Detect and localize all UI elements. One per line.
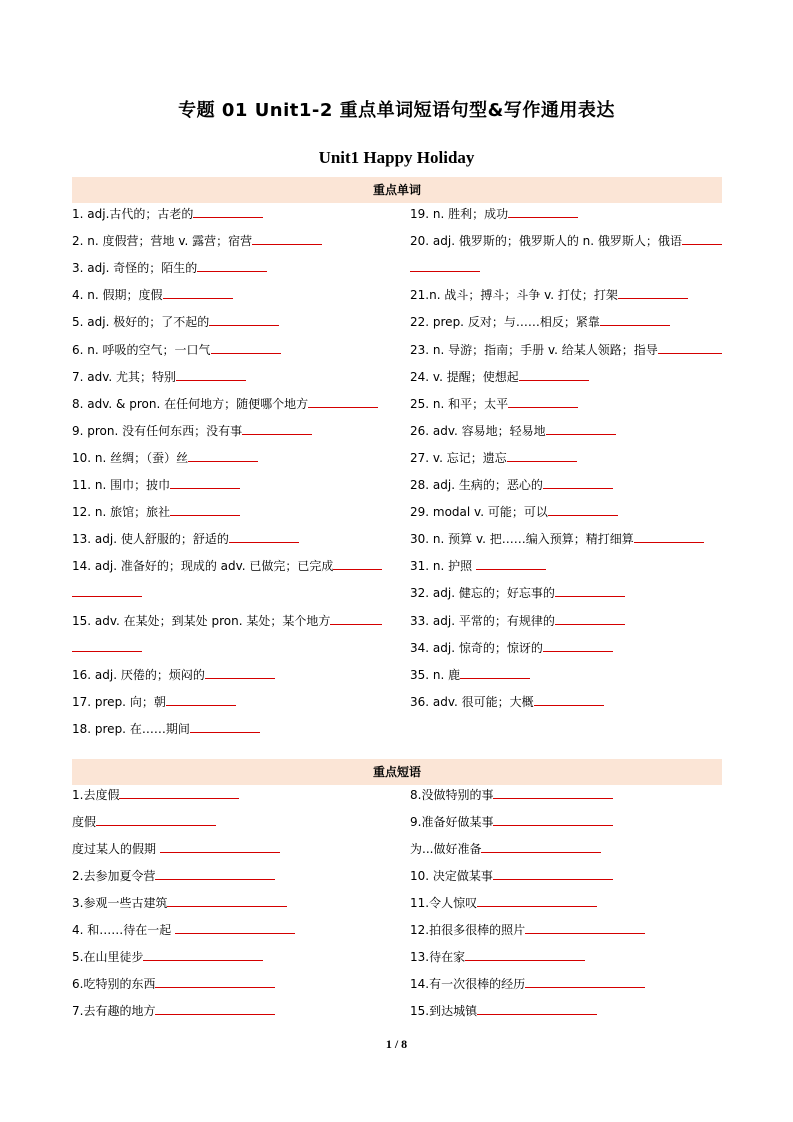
word-item-text: 6. n. 呼吸的空气；一口气 bbox=[72, 342, 211, 357]
word-item-text: 16. adj. 厌倦的；烦闷的 bbox=[72, 667, 205, 682]
word-item-text: 17. prep. 向；朝 bbox=[72, 694, 166, 709]
phrase-item bbox=[72, 813, 216, 831]
answer-blank[interactable] bbox=[658, 341, 722, 354]
page-title: 专题 01 Unit1-2 重点单词短语句型&写作通用表达 bbox=[178, 100, 615, 121]
word-item-text: 3. adj. 奇怪的；陌生的 bbox=[72, 261, 198, 276]
word-item bbox=[410, 503, 618, 521]
phrase-item bbox=[72, 894, 287, 912]
answer-blank[interactable] bbox=[193, 205, 263, 218]
word-item-text: 36. adv. 很可能；大概 bbox=[410, 694, 534, 709]
answer-blank[interactable] bbox=[507, 449, 577, 462]
answer-blank[interactable] bbox=[330, 612, 382, 625]
phrase-item-text: 11.令人惊叹 bbox=[410, 896, 478, 910]
answer-blank[interactable] bbox=[72, 584, 142, 597]
answer-blank[interactable] bbox=[205, 666, 275, 679]
answer-blank[interactable] bbox=[476, 557, 546, 570]
word-item-text: 12. n. 旅馆；旅社 bbox=[72, 505, 171, 520]
word-item-text: 13. adj. 使人舒服的；舒适的 bbox=[72, 532, 229, 547]
word-item-text: 10. n. 丝绸；（蚕）丝 bbox=[72, 450, 189, 465]
word-item bbox=[410, 368, 589, 386]
phrase-item bbox=[410, 948, 585, 966]
answer-blank[interactable] bbox=[143, 948, 263, 961]
word-item bbox=[410, 584, 625, 602]
word-item bbox=[72, 612, 382, 630]
phrase-item-text: 14.有一次很棒的经历 bbox=[410, 977, 526, 991]
word-item-text: 9. pron. 没有任何东西；没有事 bbox=[72, 423, 243, 438]
word-item bbox=[410, 232, 722, 250]
word-item bbox=[410, 286, 688, 304]
answer-blank[interactable] bbox=[96, 813, 216, 826]
phrase-item-text: 9.准备好做某事 bbox=[410, 815, 494, 829]
answer-blank[interactable] bbox=[170, 476, 240, 489]
answer-blank[interactable] bbox=[229, 530, 299, 543]
phrase-item-text: 度过某人的假期 bbox=[72, 842, 160, 856]
word-item bbox=[410, 693, 604, 711]
answer-blank[interactable] bbox=[546, 422, 616, 435]
phrase-item-text: 8.没做特别的事 bbox=[410, 788, 494, 802]
word-item bbox=[410, 530, 704, 548]
word-item bbox=[410, 259, 480, 277]
phrase-item-text: 2.去参加夏令营 bbox=[72, 869, 156, 883]
phrase-item-text: 15.到达城镇 bbox=[410, 1004, 478, 1018]
word-item-text: 7. adv. 尤其；特别 bbox=[72, 369, 177, 384]
answer-blank[interactable] bbox=[119, 786, 239, 799]
phrase-item bbox=[72, 1002, 275, 1020]
phrase-item bbox=[410, 975, 645, 993]
word-item-text: 14. adj. 准备好的；现成的 adv. 已做完；已完成 bbox=[72, 559, 334, 574]
phrases-section-header: 重点短语 bbox=[72, 759, 722, 785]
word-item-text: 34. adj. 惊奇的；惊讶的 bbox=[410, 640, 543, 655]
word-item bbox=[72, 313, 279, 331]
phrase-item-text: 1.去度假 bbox=[72, 788, 120, 802]
word-item bbox=[72, 341, 281, 359]
phrase-item-text: 12.拍很多很棒的照片 bbox=[410, 923, 526, 937]
answer-blank[interactable] bbox=[197, 259, 267, 272]
answer-blank[interactable] bbox=[211, 341, 281, 354]
word-item bbox=[72, 693, 236, 711]
word-item bbox=[72, 503, 240, 521]
word-item bbox=[72, 422, 312, 440]
words-section-header: 重点单词 bbox=[72, 177, 722, 203]
word-item bbox=[410, 612, 625, 630]
phrase-item-text: 6.吃特别的东西 bbox=[72, 977, 156, 991]
phrase-item-text: 5.在山里徒步 bbox=[72, 950, 144, 964]
word-item-text: 25. n. 和平；太平 bbox=[410, 396, 509, 411]
phrase-item bbox=[410, 1002, 597, 1020]
word-item-text: 22. prep. 反对；与……相反；紧靠 bbox=[410, 315, 600, 330]
answer-blank[interactable] bbox=[634, 530, 704, 543]
answer-blank[interactable] bbox=[555, 584, 625, 597]
word-item-text: 23. n. 导游；指南；手册 v. 给某人领路；指导 bbox=[410, 342, 658, 357]
word-item-text: 5. adj. 极好的；了不起的 bbox=[72, 315, 210, 330]
answer-blank[interactable] bbox=[481, 840, 601, 853]
phrase-item bbox=[72, 840, 280, 858]
answer-blank[interactable] bbox=[508, 395, 578, 408]
word-item-text: 28. adj. 生病的；恶心的 bbox=[410, 478, 543, 492]
word-item-text: 24. v. 提醒；使想起 bbox=[410, 369, 519, 384]
phrase-item bbox=[72, 867, 275, 885]
word-item-text: 20. adj. 俄罗斯的；俄罗斯人的 n. 俄罗斯人；俄语 bbox=[410, 234, 682, 249]
phrase-item bbox=[410, 840, 601, 858]
word-item bbox=[410, 341, 722, 359]
word-item bbox=[410, 639, 613, 657]
answer-blank[interactable] bbox=[167, 894, 287, 907]
phrase-item bbox=[410, 786, 613, 804]
word-item bbox=[72, 232, 322, 250]
word-item bbox=[410, 313, 670, 331]
unit-title: Unit1 Happy Holiday bbox=[318, 148, 475, 167]
answer-blank[interactable] bbox=[477, 894, 597, 907]
answer-blank[interactable] bbox=[543, 639, 613, 652]
word-item-text: 15. adv. 在某处；到某处 pron. 某处；某个地方 bbox=[72, 613, 331, 628]
word-item bbox=[72, 584, 142, 602]
word-item bbox=[72, 720, 260, 738]
word-item bbox=[410, 666, 530, 684]
word-item bbox=[72, 530, 299, 548]
answer-blank[interactable] bbox=[163, 286, 233, 299]
word-item-text: 11. n. 围巾；披巾 bbox=[72, 478, 171, 492]
answer-blank[interactable] bbox=[155, 975, 275, 988]
phrase-item-text: 4. 和……待在一起 bbox=[72, 923, 176, 937]
phrase-item bbox=[410, 867, 613, 885]
answer-blank[interactable] bbox=[155, 1002, 275, 1015]
answer-blank[interactable] bbox=[508, 205, 578, 218]
answer-blank[interactable] bbox=[155, 867, 275, 880]
word-item-text: 19. n. 胜利；成功 bbox=[410, 207, 509, 221]
word-item bbox=[72, 205, 263, 223]
word-item-text: 30. n. 预算 v. 把……编入预算；精打细算 bbox=[410, 532, 634, 547]
answer-blank[interactable] bbox=[548, 503, 618, 516]
phrase-item-text: 10. 决定做某事 bbox=[410, 869, 493, 883]
answer-blank[interactable] bbox=[600, 313, 670, 326]
answer-blank[interactable] bbox=[188, 449, 258, 462]
answer-blank[interactable] bbox=[333, 557, 382, 570]
word-item-text: 1. adj.古代的；古老的 bbox=[72, 207, 194, 221]
phrase-item bbox=[72, 921, 295, 939]
word-item bbox=[72, 557, 382, 575]
answer-blank[interactable] bbox=[176, 368, 246, 381]
answer-blank[interactable] bbox=[525, 975, 645, 988]
phrase-item-text: 13.待在家 bbox=[410, 950, 466, 964]
word-item-text: 27. v. 忘记；遗忘 bbox=[410, 450, 507, 465]
answer-blank[interactable] bbox=[170, 503, 240, 516]
word-item bbox=[72, 259, 267, 277]
word-item bbox=[72, 666, 275, 684]
word-item bbox=[72, 476, 240, 494]
word-item-text: 8. adv. & pron. 在任何地方；随便哪个地方 bbox=[72, 396, 309, 411]
word-item bbox=[72, 395, 378, 413]
word-item bbox=[72, 639, 142, 657]
phrase-item bbox=[410, 921, 645, 939]
answer-blank[interactable] bbox=[682, 232, 722, 245]
word-item bbox=[410, 476, 613, 494]
word-item-text: 18. prep. 在……期间 bbox=[72, 721, 190, 736]
word-item-text: 26. adv. 容易地；轻易地 bbox=[410, 423, 546, 438]
answer-blank[interactable] bbox=[242, 422, 312, 435]
answer-blank[interactable] bbox=[190, 720, 260, 733]
answer-blank[interactable] bbox=[493, 867, 613, 880]
answer-blank[interactable] bbox=[477, 1002, 597, 1015]
phrase-item bbox=[72, 948, 263, 966]
word-item-text: 35. n. 鹿 bbox=[410, 667, 461, 682]
word-item-text: 2. n. 度假营；营地 v. 露营；宿营 bbox=[72, 234, 253, 249]
word-item-text: 4. n. 假期；度假 bbox=[72, 288, 163, 303]
answer-blank[interactable] bbox=[525, 921, 645, 934]
answer-blank[interactable] bbox=[308, 395, 378, 408]
word-item bbox=[72, 449, 258, 467]
phrase-item-text: 为...做好准备 bbox=[410, 842, 482, 856]
phrase-item-text: 3.参观一些古建筑 bbox=[72, 896, 168, 910]
word-item bbox=[410, 449, 577, 467]
answer-blank[interactable] bbox=[175, 921, 295, 934]
word-item-text: 33. adj. 平常的；有规律的 bbox=[410, 613, 555, 628]
answer-blank[interactable] bbox=[160, 840, 280, 853]
answer-blank[interactable] bbox=[166, 693, 236, 706]
word-item bbox=[72, 368, 246, 386]
phrase-item bbox=[410, 894, 597, 912]
phrase-item-text: 7.去有趣的地方 bbox=[72, 1004, 156, 1018]
word-item-text: 29. modal v. 可能；可以 bbox=[410, 505, 548, 520]
answer-blank[interactable] bbox=[493, 813, 613, 826]
word-item-text: 21.n. 战斗；搏斗；斗争 v. 打仗；打架 bbox=[410, 288, 618, 303]
page-number: 1 / 8 bbox=[385, 1037, 408, 1051]
word-item bbox=[410, 205, 578, 223]
word-item bbox=[72, 286, 233, 304]
word-item bbox=[410, 557, 546, 575]
answer-blank[interactable] bbox=[252, 232, 322, 245]
word-item-text: 31. n. 护照 bbox=[410, 559, 476, 574]
answer-blank[interactable] bbox=[410, 259, 480, 272]
answer-blank[interactable] bbox=[72, 639, 142, 652]
answer-blank[interactable] bbox=[618, 286, 688, 299]
phrase-item-text: 度假 bbox=[72, 815, 97, 829]
phrase-item bbox=[410, 813, 613, 831]
answer-blank[interactable] bbox=[543, 476, 613, 489]
answer-blank[interactable] bbox=[209, 313, 279, 326]
word-item bbox=[410, 395, 578, 413]
answer-blank[interactable] bbox=[519, 368, 589, 381]
word-item bbox=[410, 422, 616, 440]
phrase-item bbox=[72, 786, 239, 804]
answer-blank[interactable] bbox=[493, 786, 613, 799]
word-item-text: 32. adj. 健忘的；好忘事的 bbox=[410, 586, 555, 601]
answer-blank[interactable] bbox=[534, 693, 604, 706]
answer-blank[interactable] bbox=[555, 612, 625, 625]
answer-blank[interactable] bbox=[460, 666, 530, 679]
phrase-item bbox=[72, 975, 275, 993]
answer-blank[interactable] bbox=[465, 948, 585, 961]
